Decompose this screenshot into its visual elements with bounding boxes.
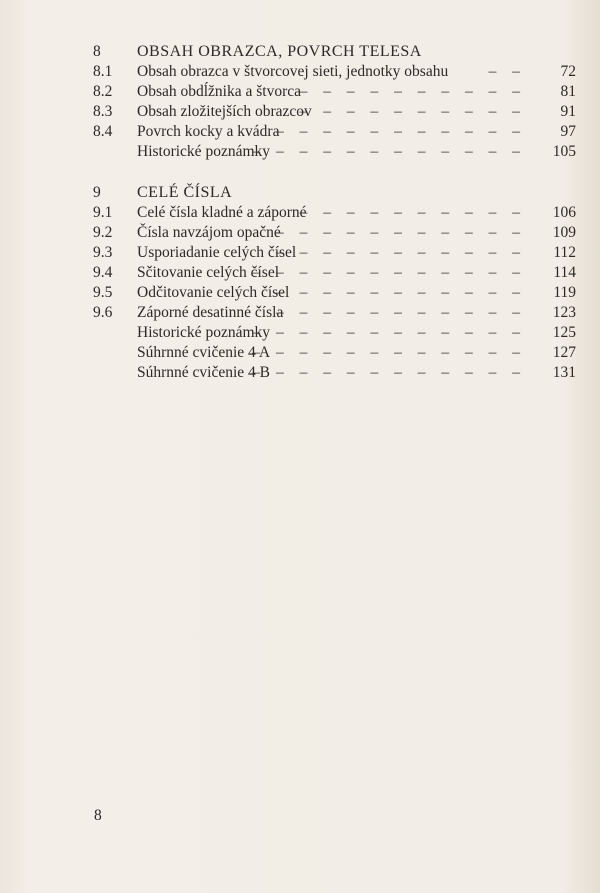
entry-number: 9.4 bbox=[93, 264, 113, 281]
toc-entry bbox=[0, 283, 600, 303]
toc-entry bbox=[0, 263, 600, 283]
entry-title: Celé čísla kladné a záporné bbox=[137, 204, 307, 221]
entry-page: 106 bbox=[552, 204, 576, 221]
entry-title: Historické poznámky bbox=[137, 143, 271, 160]
entry-title: Obsah zložitejších obrazcov bbox=[137, 103, 312, 120]
entry-page: 125 bbox=[552, 324, 576, 341]
toc-section-8 bbox=[0, 42, 600, 162]
dash-leader: – – – – – – – – – – bbox=[299, 83, 526, 100]
section-number: 8 bbox=[93, 43, 101, 60]
entry-title: Obsah obrazca v štvorcovej sieti, jednotky obsahu bbox=[137, 63, 449, 80]
entry-title: Usporiadanie celých čísel bbox=[137, 244, 297, 261]
entry-number: 9.6 bbox=[93, 304, 113, 321]
dash-leader: – – – – – – – – – – – – bbox=[252, 324, 526, 341]
entry-title: Obsah obdĺžnika a štvorca bbox=[137, 83, 301, 100]
entry-page: 91 bbox=[560, 103, 576, 120]
dash-leader: – – – – – – – – – – – bbox=[276, 284, 526, 301]
toc-entry bbox=[0, 62, 600, 82]
dash-leader: – – – – – – – – – – bbox=[299, 204, 526, 221]
section-title: CELÉ ČÍSLA bbox=[137, 184, 233, 201]
page-number: 8 bbox=[94, 807, 102, 824]
entry-number: 8.1 bbox=[93, 63, 113, 80]
dash-leader: – – – – – – – – – – – – bbox=[252, 364, 526, 381]
entry-number: 9.2 bbox=[93, 224, 113, 241]
entry-number: 8.4 bbox=[93, 123, 113, 140]
entry-number: 9.1 bbox=[93, 204, 113, 221]
toc-entry bbox=[0, 363, 600, 383]
dash-leader: – – – – – – – – – – – bbox=[276, 224, 526, 241]
section-heading bbox=[0, 42, 600, 62]
toc-entry bbox=[0, 243, 600, 263]
dash-leader: – – bbox=[488, 63, 526, 80]
dash-leader: – – – – – – – – – – – bbox=[276, 123, 526, 140]
entry-page: 112 bbox=[553, 244, 576, 261]
toc-entry bbox=[0, 142, 600, 162]
dash-leader: – – – – – – – – – – – – bbox=[252, 143, 526, 160]
entry-title: Sčitovanie celých čísel bbox=[137, 264, 280, 281]
entry-title: Odčitovanie celých čísel bbox=[137, 284, 290, 301]
toc-entry bbox=[0, 223, 600, 243]
entry-page: 123 bbox=[552, 304, 576, 321]
toc-entry bbox=[0, 102, 600, 122]
entry-page: 105 bbox=[552, 143, 576, 160]
table-of-contents bbox=[0, 42, 600, 404]
entry-page: 114 bbox=[553, 264, 576, 281]
entry-page: 127 bbox=[552, 344, 576, 361]
toc-entry bbox=[0, 122, 600, 142]
toc-entry bbox=[0, 323, 600, 343]
entry-page: 97 bbox=[560, 123, 576, 140]
dash-leader: – – – – – – – – – – bbox=[299, 103, 526, 120]
entry-page: 131 bbox=[552, 364, 576, 381]
entry-title: Historické poznámky bbox=[137, 324, 271, 341]
entry-title: Čísla navzájom opačné bbox=[137, 224, 281, 241]
dash-leader: – – – – – – – – – – – bbox=[276, 304, 526, 321]
toc-section-9 bbox=[0, 183, 600, 383]
entry-page: 119 bbox=[553, 284, 576, 301]
entry-title: Záporné desatinné čísla bbox=[137, 304, 284, 321]
toc-entry bbox=[0, 203, 600, 223]
section-number: 9 bbox=[93, 184, 101, 201]
entry-number: 9.5 bbox=[93, 284, 113, 301]
dash-leader: – – – – – – – – – – – – bbox=[252, 344, 526, 361]
toc-entry bbox=[0, 303, 600, 323]
section-title: OBSAH OBRAZCA, POVRCH TELESA bbox=[137, 43, 422, 60]
entry-title: Súhrnné cvičenie 4 B bbox=[137, 364, 271, 381]
entry-title: Súhrnné cvičenie 4 A bbox=[137, 344, 271, 361]
toc-entry bbox=[0, 343, 600, 363]
entry-number: 8.3 bbox=[93, 103, 113, 120]
entry-number: 8.2 bbox=[93, 83, 113, 100]
entry-number: 9.3 bbox=[93, 244, 113, 261]
section-heading bbox=[0, 183, 600, 203]
entry-page: 72 bbox=[560, 63, 576, 80]
dash-leader: – – – – – – – – – – – bbox=[276, 244, 526, 261]
entry-page: 109 bbox=[552, 224, 576, 241]
entry-title: Povrch kocky a kvádra bbox=[137, 123, 280, 140]
dash-leader: – – – – – – – – – – – – bbox=[252, 264, 526, 281]
toc-entry bbox=[0, 82, 600, 102]
entry-page: 81 bbox=[560, 83, 576, 100]
